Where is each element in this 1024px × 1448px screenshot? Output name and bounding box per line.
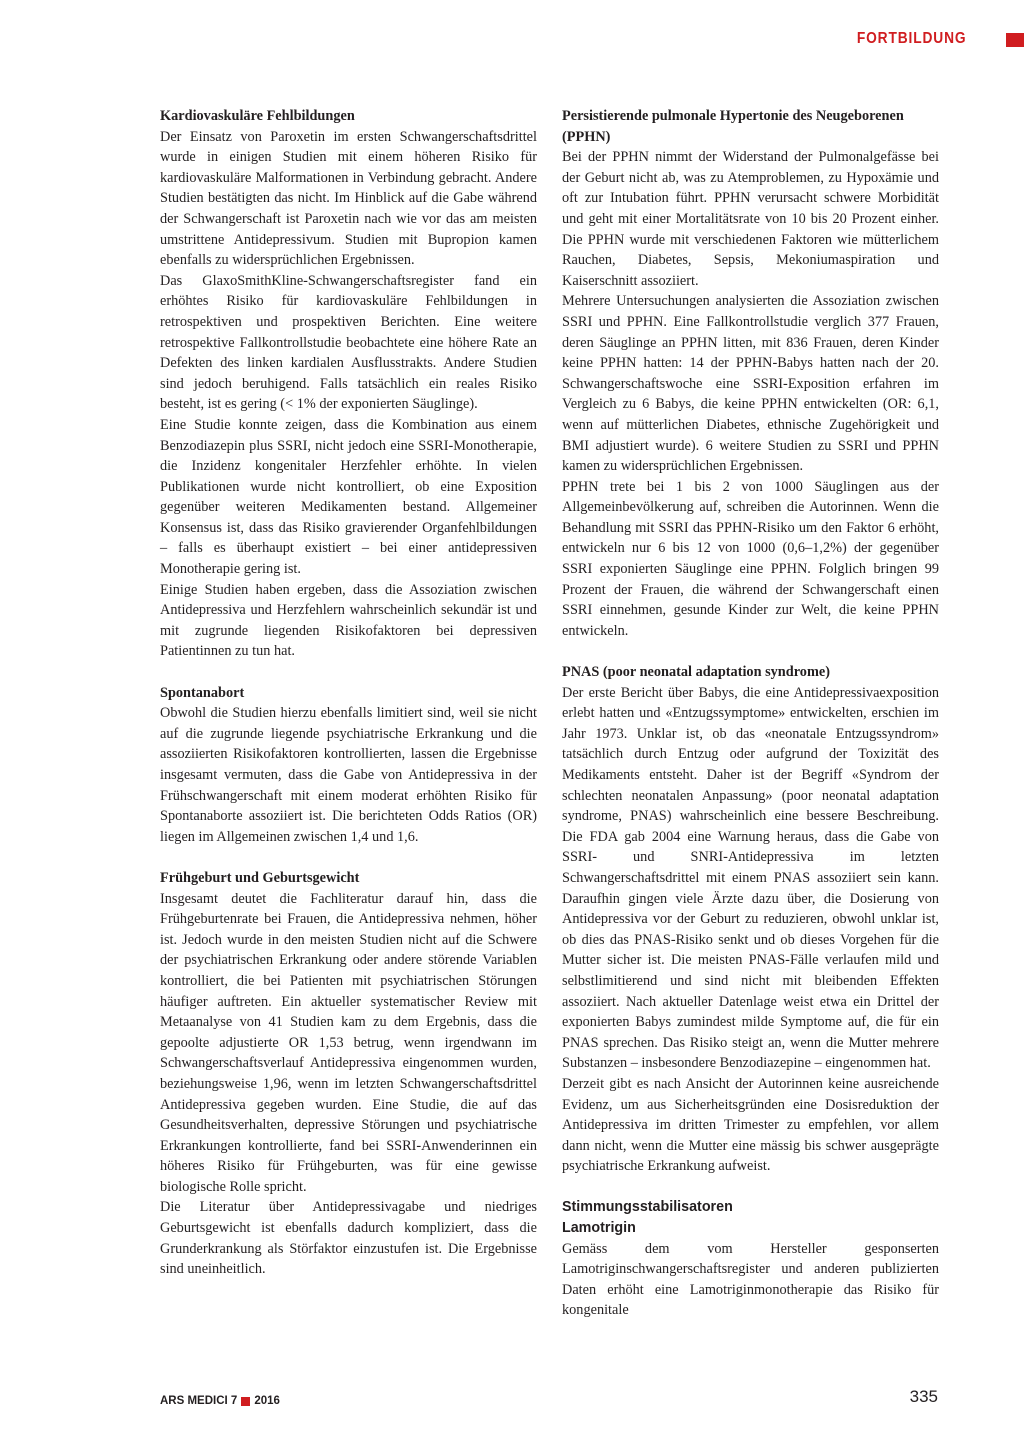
paragraph: Der Einsatz von Paroxetin im ersten Schwangerschaftsdrittel wurde in einigen Studien mit einem höheren Risiko für kardiovaskuläre Malformationen in Verbindung gebracht. Andere Studien bestätigten das nicht. Im Hinblick auf die Gabe während der Schwangerschaft ist Paroxetin nach wie vor das am meisten umstrittene Antidepressivum. Studien mit Bupropion kamen ebenfalls zu widersprüchlichen Ergebnissen.: [160, 128, 537, 269]
spacer: [160, 847, 537, 868]
heading-cardio: Kardiovaskuläre Fehlbildungen: [160, 108, 355, 124]
journal-year: 2016: [254, 1395, 280, 1407]
heading-lamotrigin: Lamotrigin: [562, 1220, 636, 1237]
footer-journal: [160, 1395, 280, 1407]
page-number: 335: [909, 1387, 938, 1406]
section-label: FORTBILDUNG: [856, 30, 966, 47]
heading-spontanabort: Spontanabort: [160, 684, 245, 701]
paragraph: Die Literatur über Antidepressivagabe und niedriges Geburtsgewicht ist ebenfalls dadurch kompliziert, dass die Grunderkrankung als Störfaktor einzustufen ist. Die Ergebnisse sind uneinheitlich.: [160, 1199, 537, 1278]
paragraph: Gemäss dem vom Hersteller gesponserten Lamotriginschwangerschaftsregister und anderen publizierten Daten erhöht eine Lamotriginmonotherapie das Risiko für kongenitale: [562, 1240, 939, 1319]
paragraph: Obwohl die Studien hierzu ebenfalls limitiert sind, weil sie nicht auf die zugrunde liegende psychiatrische Erkrankung und die assoziierten Risikofaktoren kontrollierten, lassen die Ergebnisse insgesamt vermuten, dass die Gabe von Antidepressiva in der Frühschwangerschaft mit einem moderat erhöhten Risiko für Spontanaborte assoziiert ist. Die berichteten Odds Ratios (OR) liegen im Allgemeinen zwischen 1,4 und 1,6.: [160, 705, 537, 845]
paragraph: Das GlaxoSmithKline-Schwangerschaftsregister fand ein erhöhtes Risiko für kardiovaskuläre Fehlbildungen in retrospektiven und prospektiven Berichten. Eine weitere retrospektive Fallkontrollstudie beobachtete eine höhere Rate an Defekten des linken kardialen Ausflusstrakts. Andere Studien sind jedoch beruhigend. Falls tatsächlich ein reales Risiko besteht, ist es gering (< 1% der exponierten Säuglinge).: [160, 272, 537, 413]
paragraph: Der erste Bericht über Babys, die eine Antidepressivaexposition erlebt hatten und «Entzugssymptome» entwickelten, erschien im Jahr 1973. Unklar ist, ob das «neonatale Entzugssyndrom» tatsächlich durch Entzug oder aufgrund der Toxizität des Medikaments entsteht. Daher ist der Begriff «Syndrom der schlechten neonatalen Anpassung» (poor neonatal adaptation syndrome, PNAS) wahrscheinlich eine bessere Beschreibung. Die FDA gab 2004 eine Warnung heraus, dass die Gabe von SSRI- und SNRI-Antidepressiva im letzten Schwangerschaftsdrittel mit einem PNAS assoziiert sein kann. Daraufhin gingen viele Ärzte dazu über, die Dosierung von Antidepressiva vor der Geburt zu reduzieren, obwohl unklar ist, ob dies das PNAS-Risiko senkt und ob dieses Vorgehen für die Mutter sicher ist. Die meisten PNAS-Fälle verlaufen mild und selbstlimitierend und sind nicht mit bleibenden Effekten assoziiert. Nach aktueller Datenlage weist etwa ein Drittel der exponierten Babys zumindest milde Symptome auf, die für ein PNAS sprechen. Das Risiko steigt an, wenn die Mutter mehrere Substanzen – insbesondere Benzodiazepine – eingenommen hat.: [562, 684, 939, 1072]
heading-pphn: Persistierende pulmonale Hypertonie des Neugeborenen (PPHN): [562, 108, 904, 145]
paragraph: Eine Studie konnte zeigen, dass die Kombination aus einem Benzodiazepin plus SSRI, nicht jedoch eine SSRI-Monotherapie, die Inzidenz kongenitaler Herzfehler erhöhte. In vielen Publikationen wurde nicht kontrolliert, ob eine Exposition gegenüber weiteren Medikamenten bestand. Allgemeiner Konsensus ist, dass das Risiko gravierender Organfehlbildungen – falls es überhaupt existiert – bei einer antidepressiven Monotherapie gering ist.: [160, 416, 537, 578]
paragraph: PPHN trete bei 1 bis 2 von 1000 Säuglingen aus der Allgemeinbevölkerung auf, schreiben die Autorinnen. Wenn die Behandlung mit SSRI das PPHN-Risiko um den Faktor 6 erhöht, entwickeln nur 6 bis 12 von 1000 (0,6–1,2%) der gegenüber SSRI exponierten Säuglinge eine PPHN. Folglich bringen 99 Prozent der Frauen, die während der Schwangerschaft einen SSRI einnehmen, gesunde Kinder zur Welt, die keine PPHN entwickeln.: [562, 478, 939, 639]
paragraph: Insgesamt deutet die Fachliteratur darauf hin, dass die Frühgeburtenrate bei Frauen, die Antidepressiva nehmen, höher ist. Jedoch wurde in den meisten Studien nicht auf die Schwere der psychiatrischen Erkrankung oder andere störende Variablen kontrolliert, die bei Patienten mit psychiatrischen Störungen häufiger auftreten. Ein aktueller systematischer Review mit Metaanalyse von 41 Studien kam zu dem Ergebnis, dass die gepoolte adjustierte OR 1,53 betrug, wenn irgendwann im Schwangerschaftsverlauf Antidepressiva eingenommen wurden, beziehungsweise 1,96, wenn im letzten Schwangerschaftsdrittel Antidepressiva gegeben wurden. Eine Studie, die auf das Gesundheitsverhalten, depressive Störungen und psychiatrische Erkrankungen kontrollierte, fand bei SSRI-Anwenderinnen ein höheres Risiko für Frühgeburten, was für eine gewisse biologische Rolle spricht.: [160, 890, 537, 1195]
spacer: [160, 662, 537, 683]
heading-stimmungsstabilisatoren: Stimmungsstabilisatoren: [562, 1199, 733, 1216]
paragraph: Einige Studien haben ergeben, dass die Assoziation zwischen Antidepressiva und Herzfehlern wahrscheinlich sekundär ist und mit zugrunde liegenden Risikofaktoren bei depressiven Patientinnen zu tun hat.: [160, 581, 537, 660]
paragraph: Derzeit gibt es nach Ansicht der Autorinnen keine ausreichende Evidenz, um aus Sicherheitsgründen eine Dosisreduktion der Antidepressiva im dritten Trimester zu empfehlen, vor allem dann nicht, wenn die Mutter eine mässig bis schwer ausgeprägte psychiatrische Erkrankung aufweist.: [562, 1075, 939, 1175]
footer-marker-square: [241, 1397, 250, 1406]
heading-fruehgeburt: Frühgeburt und Geburtsgewicht: [160, 869, 360, 886]
spacer: [562, 641, 939, 662]
paragraph: Bei der PPHN nimmt der Widerstand der Pulmonalgefässe bei der Geburt nicht ab, was zu Atemproblemen, zu Hypoxämie und oft zur Intubation führt. PPHN verursacht schwere Morbidität und geht mit einer Mortalitätsrate von 10 bis 20 Prozent einher. Die PPHN wurde mit verschiedenen Faktoren wie mütterlichem Rauchen, Diabetes, Sepsis, Mekoniumaspiration und Kaiserschnitt assoziiert.: [562, 149, 939, 289]
journal-name: ARS MEDICI 7: [160, 1395, 238, 1407]
left-column: [160, 106, 537, 1280]
section-marker-square: [1006, 33, 1024, 47]
paragraph: Mehrere Untersuchungen analysierten die Assoziation zwischen SSRI und PPHN. Eine Fallkontrollstudie verglich 377 Frauen, deren Säuglinge an PPHN litten, mit 836 Frauen, deren Kinder keine PPHN hatten: 14 der PPHN-Babys hatten nach der 20. Schwangerschaftswoche eine SSRI-Exposition erfahren im Vergleich zu 6 Babys, die keine PPHN entwickelten (OR: 6,1, wenn auf mütterlichen Diabetes, ethnische Zugehörigkeit und BMI adjustiert wurde). 6 weitere Studien zu SSRI und PPHN kamen zu widersprüchlichen Ergebnissen.: [562, 293, 939, 475]
heading-pnas: PNAS (poor neonatal adaptation syndrome): [562, 664, 830, 681]
right-column: [562, 106, 939, 1321]
spacer: [562, 1177, 939, 1198]
